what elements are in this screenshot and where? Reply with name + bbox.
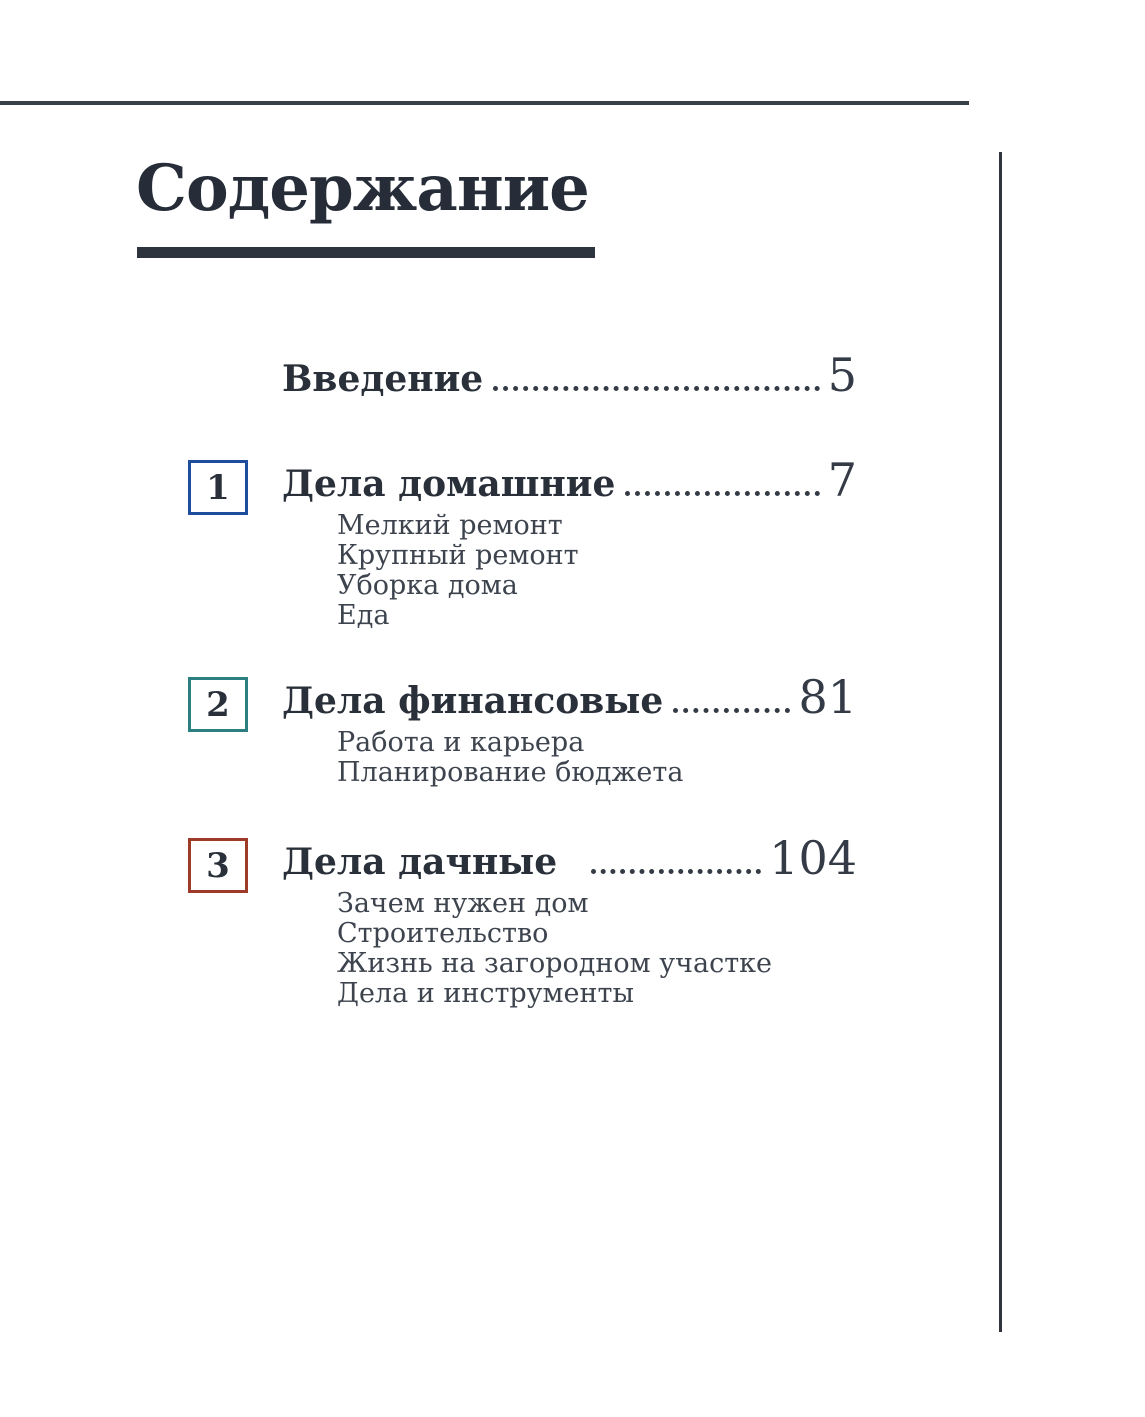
toc-entry-intro[interactable] bbox=[282, 348, 857, 402]
toc-entry-section-2-label: Дела финансовые bbox=[282, 680, 664, 722]
subitem: Жизнь на загородном участке bbox=[337, 948, 772, 979]
dot-leader bbox=[625, 486, 819, 496]
toc-section-2 bbox=[188, 670, 857, 788]
toc-entry-section-3-page: 104 bbox=[769, 831, 857, 885]
section-3-subitems bbox=[282, 889, 857, 1009]
section-2-subitems bbox=[282, 728, 857, 788]
section-2-number-box bbox=[188, 677, 248, 732]
subitem: Зачем нужен дом bbox=[337, 888, 589, 919]
top-rule bbox=[0, 101, 969, 105]
section-1-number-box bbox=[188, 460, 248, 515]
toc-entry-section-3-label: Дела дачные bbox=[282, 841, 558, 883]
toc-section-3 bbox=[188, 831, 857, 1009]
dot-leader bbox=[591, 864, 761, 874]
title-underline bbox=[137, 247, 595, 258]
subitem: Дела и инструменты bbox=[337, 978, 634, 1009]
toc-entry-section-1[interactable] bbox=[282, 453, 857, 507]
subitem: Уборка дома bbox=[337, 570, 518, 601]
subitem: Планирование бюджета bbox=[337, 757, 684, 788]
toc-entry-section-3[interactable] bbox=[282, 831, 857, 885]
subitem: Работа и карьера bbox=[337, 727, 585, 758]
dot-leader bbox=[673, 703, 790, 713]
section-3-number-box bbox=[188, 838, 248, 893]
subitem: Мелкий ремонт bbox=[337, 510, 563, 541]
toc-entry-intro-label: Введение bbox=[282, 358, 484, 400]
dot-leader bbox=[493, 381, 820, 391]
right-margin-rule bbox=[999, 152, 1002, 1332]
toc-section-1 bbox=[188, 453, 857, 631]
section-3-number: 3 bbox=[206, 845, 230, 886]
toc-entry-section-2[interactable] bbox=[282, 670, 857, 724]
toc-entry-section-1-page: 7 bbox=[827, 453, 857, 507]
section-2-number: 2 bbox=[206, 684, 230, 725]
subitem: Еда bbox=[337, 600, 390, 631]
subitem: Строительство bbox=[337, 918, 549, 949]
section-1-number: 1 bbox=[206, 467, 230, 508]
subitem: Крупный ремонт bbox=[337, 540, 579, 571]
toc-entry-section-1-label: Дела домашние bbox=[282, 463, 616, 505]
toc-entry-intro-page: 5 bbox=[827, 348, 857, 402]
page-title: Содержание bbox=[136, 151, 589, 226]
section-1-subitems bbox=[282, 511, 857, 631]
toc-entry-section-2-page: 81 bbox=[798, 670, 857, 724]
